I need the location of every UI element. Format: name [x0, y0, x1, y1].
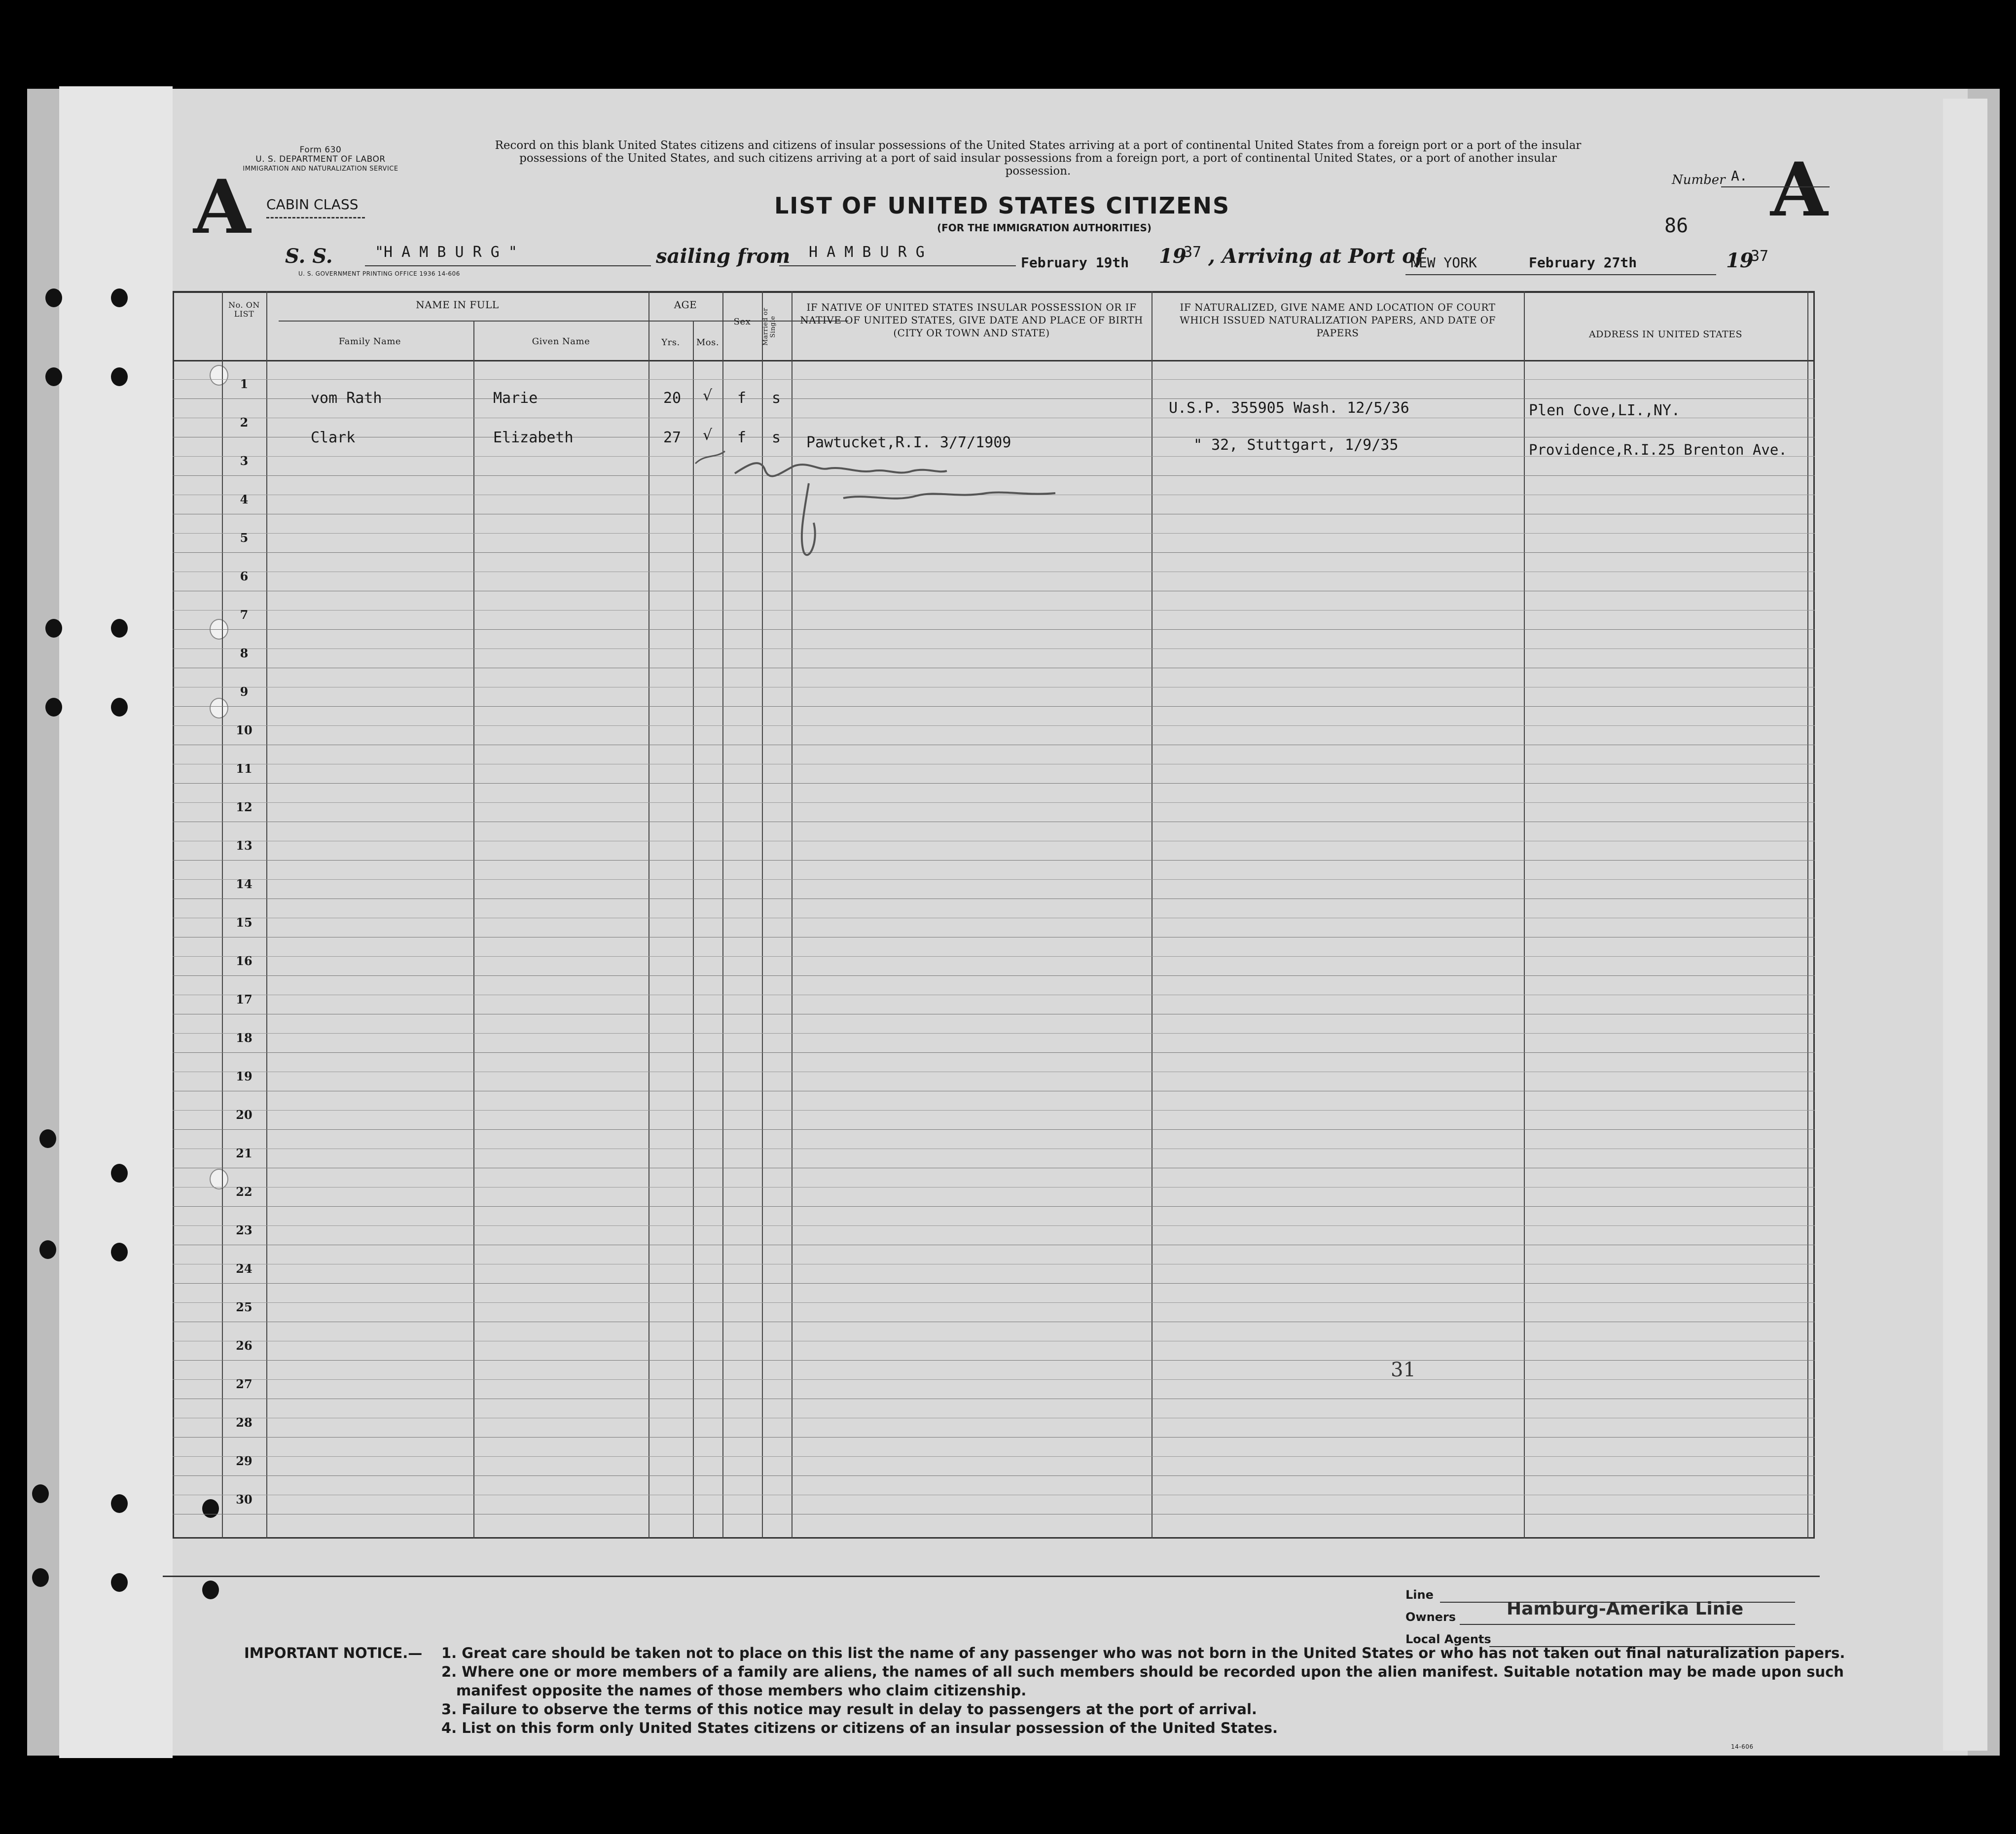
- row-number: 4: [240, 492, 249, 506]
- row-number: 28: [236, 1415, 252, 1430]
- row-number: 7: [240, 608, 249, 622]
- arrival-port: NEW YORK: [1410, 254, 1477, 271]
- row-line: [173, 860, 1815, 861]
- row-line: [173, 1437, 1815, 1438]
- ship-name: "H A M B U R G ": [375, 244, 517, 261]
- arrival-line: [1405, 274, 1716, 275]
- year-suffix: 37: [1184, 244, 1202, 261]
- row-line: [173, 1283, 1815, 1284]
- row2-native: Pawtucket,R.I. 3/7/1909: [806, 434, 1011, 451]
- row-number: 11: [236, 761, 252, 776]
- row-number: 3: [240, 454, 249, 468]
- inspector-signature: [681, 444, 1272, 572]
- notice-list: [441, 1644, 1847, 1737]
- owners-stamp: Hamburg-Amerika Linie: [1507, 1599, 1744, 1619]
- notice-item: manifest opposite the names of those members who claim citizenship.: [456, 1682, 1027, 1699]
- row1-address: Plen Cove,LI.,NY.: [1529, 402, 1681, 419]
- col-sex-header: Sex: [733, 317, 751, 327]
- col-age-header: AGE: [674, 299, 697, 311]
- table-top: [173, 291, 1815, 293]
- col-divider: [648, 291, 649, 1539]
- col-name-header: NAME IN FULL: [416, 299, 499, 311]
- row-line: [173, 398, 1815, 399]
- col-given-header: Given Name: [532, 336, 590, 347]
- notice-item: 3. Failure to observe the terms of this notice may result in delay to passengers at the port of arrival.: [441, 1701, 1257, 1718]
- row-number: 15: [236, 915, 252, 930]
- row-line: [173, 783, 1815, 784]
- local-agents-label: Local Agents: [1405, 1632, 1491, 1646]
- punch-hole: [45, 288, 62, 307]
- row-number: 18: [236, 1031, 252, 1045]
- number-value: A.: [1731, 168, 1748, 184]
- row-subline: [173, 956, 1815, 957]
- col-no-header: No. ON LIST: [228, 300, 260, 319]
- ship-prefix: S. S.: [285, 245, 333, 268]
- row2-yrs: 27: [663, 429, 682, 446]
- punch-hole: [45, 619, 62, 638]
- row-line: [173, 1206, 1815, 1207]
- row-number: 29: [236, 1454, 252, 1468]
- sailing-line: [779, 265, 1016, 266]
- row-subline: [173, 802, 1815, 803]
- arriving-label: , Arriving at Port of: [1208, 245, 1424, 268]
- punch-hole: [111, 1164, 128, 1183]
- department-name: U. S. DEPARTMENT OF LABOR: [255, 154, 386, 164]
- row-number: 14: [236, 877, 252, 891]
- row-number: 21: [236, 1146, 252, 1160]
- col-yrs-header: Yrs.: [661, 337, 680, 348]
- row-line: [173, 1129, 1815, 1130]
- page-subtitle: (FOR THE IMMIGRATION AUTHORITIES): [937, 222, 1152, 234]
- row-number: 16: [236, 954, 252, 968]
- col-divider: [1524, 291, 1525, 1539]
- punch-hole: [111, 1573, 128, 1592]
- col-married-header: Married or Single: [762, 308, 777, 346]
- col-divider: [266, 291, 267, 1539]
- row1-sex: f: [737, 390, 747, 407]
- form-number: Form 630: [299, 145, 342, 155]
- form-header-block: [232, 145, 409, 174]
- col-divider: [1807, 291, 1808, 1539]
- punch-hole: [202, 1581, 219, 1599]
- printing-office: U. S. GOVERNMENT PRINTING OFFICE 1936 14-606: [298, 270, 460, 277]
- class-letter-left: A: [193, 164, 251, 251]
- row-number: 26: [236, 1338, 252, 1353]
- row-subline: [173, 1302, 1815, 1303]
- punch-hole: [39, 1240, 56, 1259]
- sailing-from: H A M B U R G: [809, 244, 925, 261]
- row-subline: [173, 1225, 1815, 1226]
- punch-hole: [39, 1129, 56, 1148]
- row-number: 13: [236, 838, 252, 853]
- row-number: 30: [236, 1492, 252, 1507]
- footer-rule: [163, 1576, 1820, 1577]
- line-label: Line: [1405, 1588, 1434, 1602]
- notice-item: 4. List on this form only United States citizens or citizens of an insular possession of the United States.: [441, 1720, 1278, 1736]
- arrival-date: February 27th: [1529, 254, 1637, 271]
- col-family-header: Family Name: [338, 336, 401, 347]
- row-number: 5: [240, 531, 249, 545]
- row-number: 1: [240, 377, 249, 391]
- ship-name-line: [365, 265, 651, 266]
- row-number: 9: [240, 684, 249, 699]
- row-number: 24: [236, 1261, 252, 1276]
- owners-field: [1460, 1624, 1795, 1625]
- row1-married: s: [772, 390, 781, 407]
- notice-item: 1. Great care should be taken not to place on this list the name of any passenger who was not born in the United States or who has not taken out final naturalization papers.: [441, 1645, 1845, 1661]
- row2-sex: f: [737, 429, 747, 446]
- punch-hole: [111, 619, 128, 638]
- row-line: [173, 1475, 1815, 1476]
- row-number: 8: [240, 646, 249, 660]
- row-number: 17: [236, 992, 252, 1007]
- row-subline: [173, 725, 1815, 726]
- row-subline: [173, 610, 1815, 611]
- row-number: 2: [240, 415, 249, 430]
- page-title: LIST OF UNITED STATES CITIZENS: [774, 192, 1230, 219]
- row1-family: vom Rath: [311, 390, 382, 407]
- row-line: [173, 629, 1815, 630]
- notice-item: 2. Where one or more members of a family are aliens, the names of all such members should be recorded upon the alien manifest. Suitable notation may be made upon such: [441, 1663, 1844, 1680]
- row2-given: Elizabeth: [493, 429, 574, 446]
- row1-yrs: 20: [663, 390, 682, 407]
- year2-suffix: 37: [1751, 248, 1769, 265]
- row-line: [173, 706, 1815, 707]
- row-line: [173, 1052, 1815, 1053]
- punch-hole: [45, 367, 62, 386]
- passenger-table: [173, 291, 1815, 1539]
- year2-prefix: 19: [1726, 249, 1754, 272]
- page-edge: [1943, 99, 1987, 1751]
- page-number: 86: [1664, 215, 1689, 237]
- row2-naturalized: " 32, Stuttgart, 1/9/35: [1193, 436, 1399, 454]
- row-subline: [173, 1110, 1815, 1111]
- row-subline: [173, 648, 1815, 649]
- row2-mos: √: [703, 427, 713, 444]
- owners-label: Owners: [1405, 1610, 1456, 1624]
- row-number: 22: [236, 1185, 252, 1199]
- instruction-text: Record on this blank United States citizens and citizens of insular possessions of the United States arriving at a port of continental United States from a foreign port or a port of the insular possessions of the United States, and such citizens arriving at a port of said insular possessions from a foreign port, a port of continental United States, or a port of another insular possession.: [495, 139, 1582, 178]
- service-name: IMMIGRATION AND NATURALIZATION SERVICE: [243, 165, 398, 173]
- notice-title: IMPORTANT NOTICE.—: [244, 1645, 423, 1661]
- punch-hole: [111, 288, 128, 307]
- row1-naturalized: U.S.P. 355905 Wash. 12/5/36: [1169, 399, 1409, 417]
- row1-given: Marie: [493, 390, 538, 407]
- row-number: 10: [236, 723, 252, 737]
- header-bottom: [173, 360, 1815, 361]
- col-naturalized-header: IF NATURALIZED, GIVE NAME AND LOCATION OF COURT WHICH ISSUED NATURALIZATION PAPERS, AND DATE OF PAPERS: [1180, 301, 1496, 339]
- punch-hole: [32, 1568, 49, 1587]
- row-subline: [173, 879, 1815, 880]
- col-mos-header: Mos.: [696, 337, 720, 348]
- punch-hole: [111, 367, 128, 386]
- row-subline: [173, 379, 1815, 380]
- row2-married: s: [772, 429, 781, 446]
- punch-hole: [32, 1484, 49, 1503]
- punch-hole: [45, 698, 62, 717]
- row-number: 23: [236, 1223, 252, 1237]
- col-address-header: ADDRESS IN UNITED STATES: [1588, 329, 1743, 340]
- row-subline: [173, 1379, 1815, 1380]
- year-prefix: 19: [1159, 245, 1187, 268]
- punch-hole: [111, 1494, 128, 1513]
- col-divider: [473, 321, 474, 1539]
- row-number: 20: [236, 1108, 252, 1122]
- punch-hole: [111, 698, 128, 717]
- stamp-number: 31: [1391, 1359, 1416, 1381]
- cabin-class-underline: [266, 217, 365, 218]
- row-number: 27: [236, 1377, 252, 1391]
- sail-date: February 19th: [1021, 254, 1129, 271]
- cabin-class-label: CABIN CLASS: [266, 196, 359, 213]
- form-code: 14-606: [1731, 1743, 1754, 1750]
- number-label: Number: [1672, 173, 1726, 187]
- row-number: 19: [236, 1069, 252, 1083]
- punch-hole: [111, 1243, 128, 1261]
- row-number: 6: [240, 569, 249, 583]
- row-subline: [173, 1456, 1815, 1457]
- row2-family: Clark: [311, 429, 356, 446]
- class-letter-right: A: [1770, 146, 1828, 233]
- row1-mos: √: [703, 387, 713, 404]
- col-native-header: IF NATIVE OF UNITED STATES INSULAR POSSESSION OR IF NATIVE OF UNITED STATES, GIVE DATE AND PLACE OF BIRTH (CITY OR TOWN AND STATE): [800, 301, 1143, 339]
- row-line: [173, 975, 1815, 976]
- number-line: [1721, 186, 1830, 187]
- row-subline: [173, 1033, 1815, 1034]
- row-number: 12: [236, 800, 252, 814]
- row-number: 25: [236, 1300, 252, 1314]
- row2-address: Providence,R.I.25 Brenton Ave.: [1529, 441, 1787, 458]
- col-divider: [222, 291, 223, 1539]
- row-line: [173, 1360, 1815, 1361]
- sailing-label: sailing from: [656, 245, 791, 268]
